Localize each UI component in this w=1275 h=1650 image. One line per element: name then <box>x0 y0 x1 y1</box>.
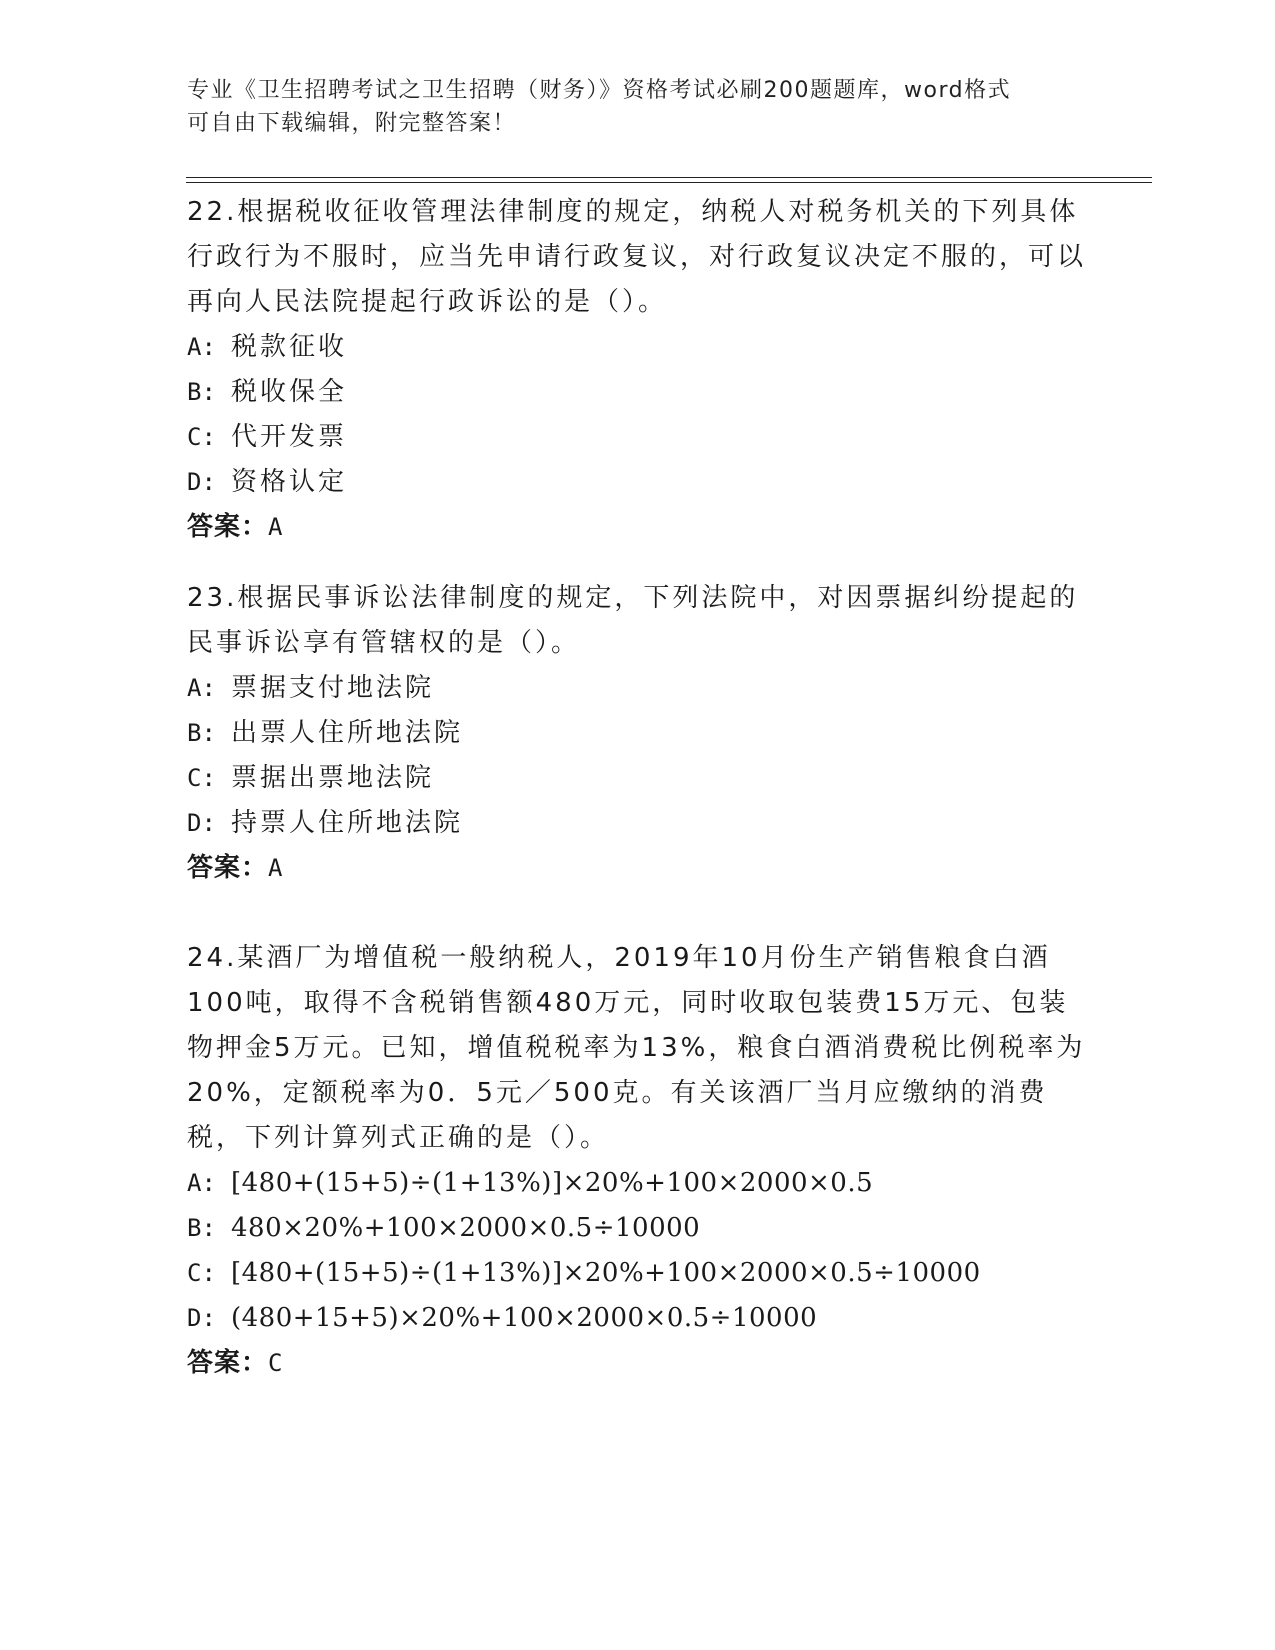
option-a <box>187 666 1087 711</box>
answer-label: 答案： <box>187 512 269 542</box>
option-b <box>187 1206 1087 1251</box>
option-text: 代开发票 <box>231 422 348 452</box>
option-text: 资格认定 <box>231 467 348 497</box>
option-letter: A: <box>187 333 216 361</box>
option-b <box>187 711 1087 756</box>
option-letter: C: <box>187 423 216 451</box>
answer-value: A <box>268 513 284 541</box>
option-c <box>187 756 1087 801</box>
answer-line <box>187 846 1087 891</box>
question-stem: 24.某酒厂为增值税一般纳税人，2019年10月份生产销售粮食白酒100吨，取得不含税销售额480万元，同时收取包装费15万元、包装物押金5万元。已知，增值税税率为13%，粮食白酒消费税比例税率为20%，定额税率为0．5元／500克。有关该酒厂当月应缴纳的消费税，下列计算列式正确的是（）。 <box>187 943 1086 1153</box>
answer-line <box>187 1341 1087 1386</box>
option-letter: B: <box>187 1214 216 1242</box>
option-text: 税收保全 <box>231 377 348 407</box>
option-a <box>187 1161 1087 1206</box>
option-a <box>187 325 1087 370</box>
question-stem: 22.根据税收征收管理法律制度的规定，纳税人对税务机关的下列具体行政行为不服时，应当先申请行政复议，对行政复议决定不服的，可以再向人民法院提起行政诉讼的是（）。 <box>187 197 1087 317</box>
option-letter: D: <box>187 1304 216 1332</box>
option-letter: A: <box>187 674 216 702</box>
option-text: 票据支付地法院 <box>231 673 435 703</box>
header-line-2: 可自由下载编辑，附完整答案！ <box>187 111 517 136</box>
answer-label: 答案： <box>187 1348 269 1378</box>
question-22 <box>187 190 1087 550</box>
option-d <box>187 801 1087 846</box>
option-letter: C: <box>187 764 216 792</box>
option-letter: C: <box>187 1259 216 1287</box>
option-text: 持票人住所地法院 <box>231 808 464 838</box>
option-text: 税款征收 <box>231 332 348 362</box>
option-d <box>187 460 1087 505</box>
option-c <box>187 1251 1087 1296</box>
option-letter: D: <box>187 809 216 837</box>
header-double-rule <box>186 177 1152 183</box>
page-header <box>187 74 1067 140</box>
answer-label: 答案： <box>187 853 269 883</box>
question-23 <box>187 576 1087 891</box>
option-letter: B: <box>187 719 216 747</box>
answer-line <box>187 505 1087 550</box>
answer-value: A <box>268 854 284 882</box>
answer-value: C <box>268 1349 284 1377</box>
header-line-1: 专业《卫生招聘考试之卫生招聘（财务）》资格考试必刷200题题库，word格式 <box>187 78 1012 103</box>
option-c <box>187 415 1087 460</box>
option-d <box>187 1296 1087 1341</box>
option-text: 480×20%+100×2000×0.5÷10000 <box>231 1213 701 1243</box>
option-letter: A: <box>187 1169 216 1197</box>
option-letter: D: <box>187 468 216 496</box>
option-b <box>187 370 1087 415</box>
option-text: [480+(15+5)÷(1+13%)]×20%+100×2000×0.5 <box>231 1168 874 1198</box>
option-text: (480+15+5)×20%+100×2000×0.5÷10000 <box>231 1303 818 1333</box>
option-letter: B: <box>187 378 216 406</box>
option-text: [480+(15+5)÷(1+13%)]×20%+100×2000×0.5÷10000 <box>231 1258 981 1288</box>
question-stem: 23.根据民事诉讼法律制度的规定，下列法院中，对因票据纠纷提起的民事诉讼享有管辖权的是（）。 <box>187 583 1079 658</box>
question-24 <box>187 936 1087 1386</box>
option-text: 票据出票地法院 <box>231 763 435 793</box>
option-text: 出票人住所地法院 <box>231 718 464 748</box>
